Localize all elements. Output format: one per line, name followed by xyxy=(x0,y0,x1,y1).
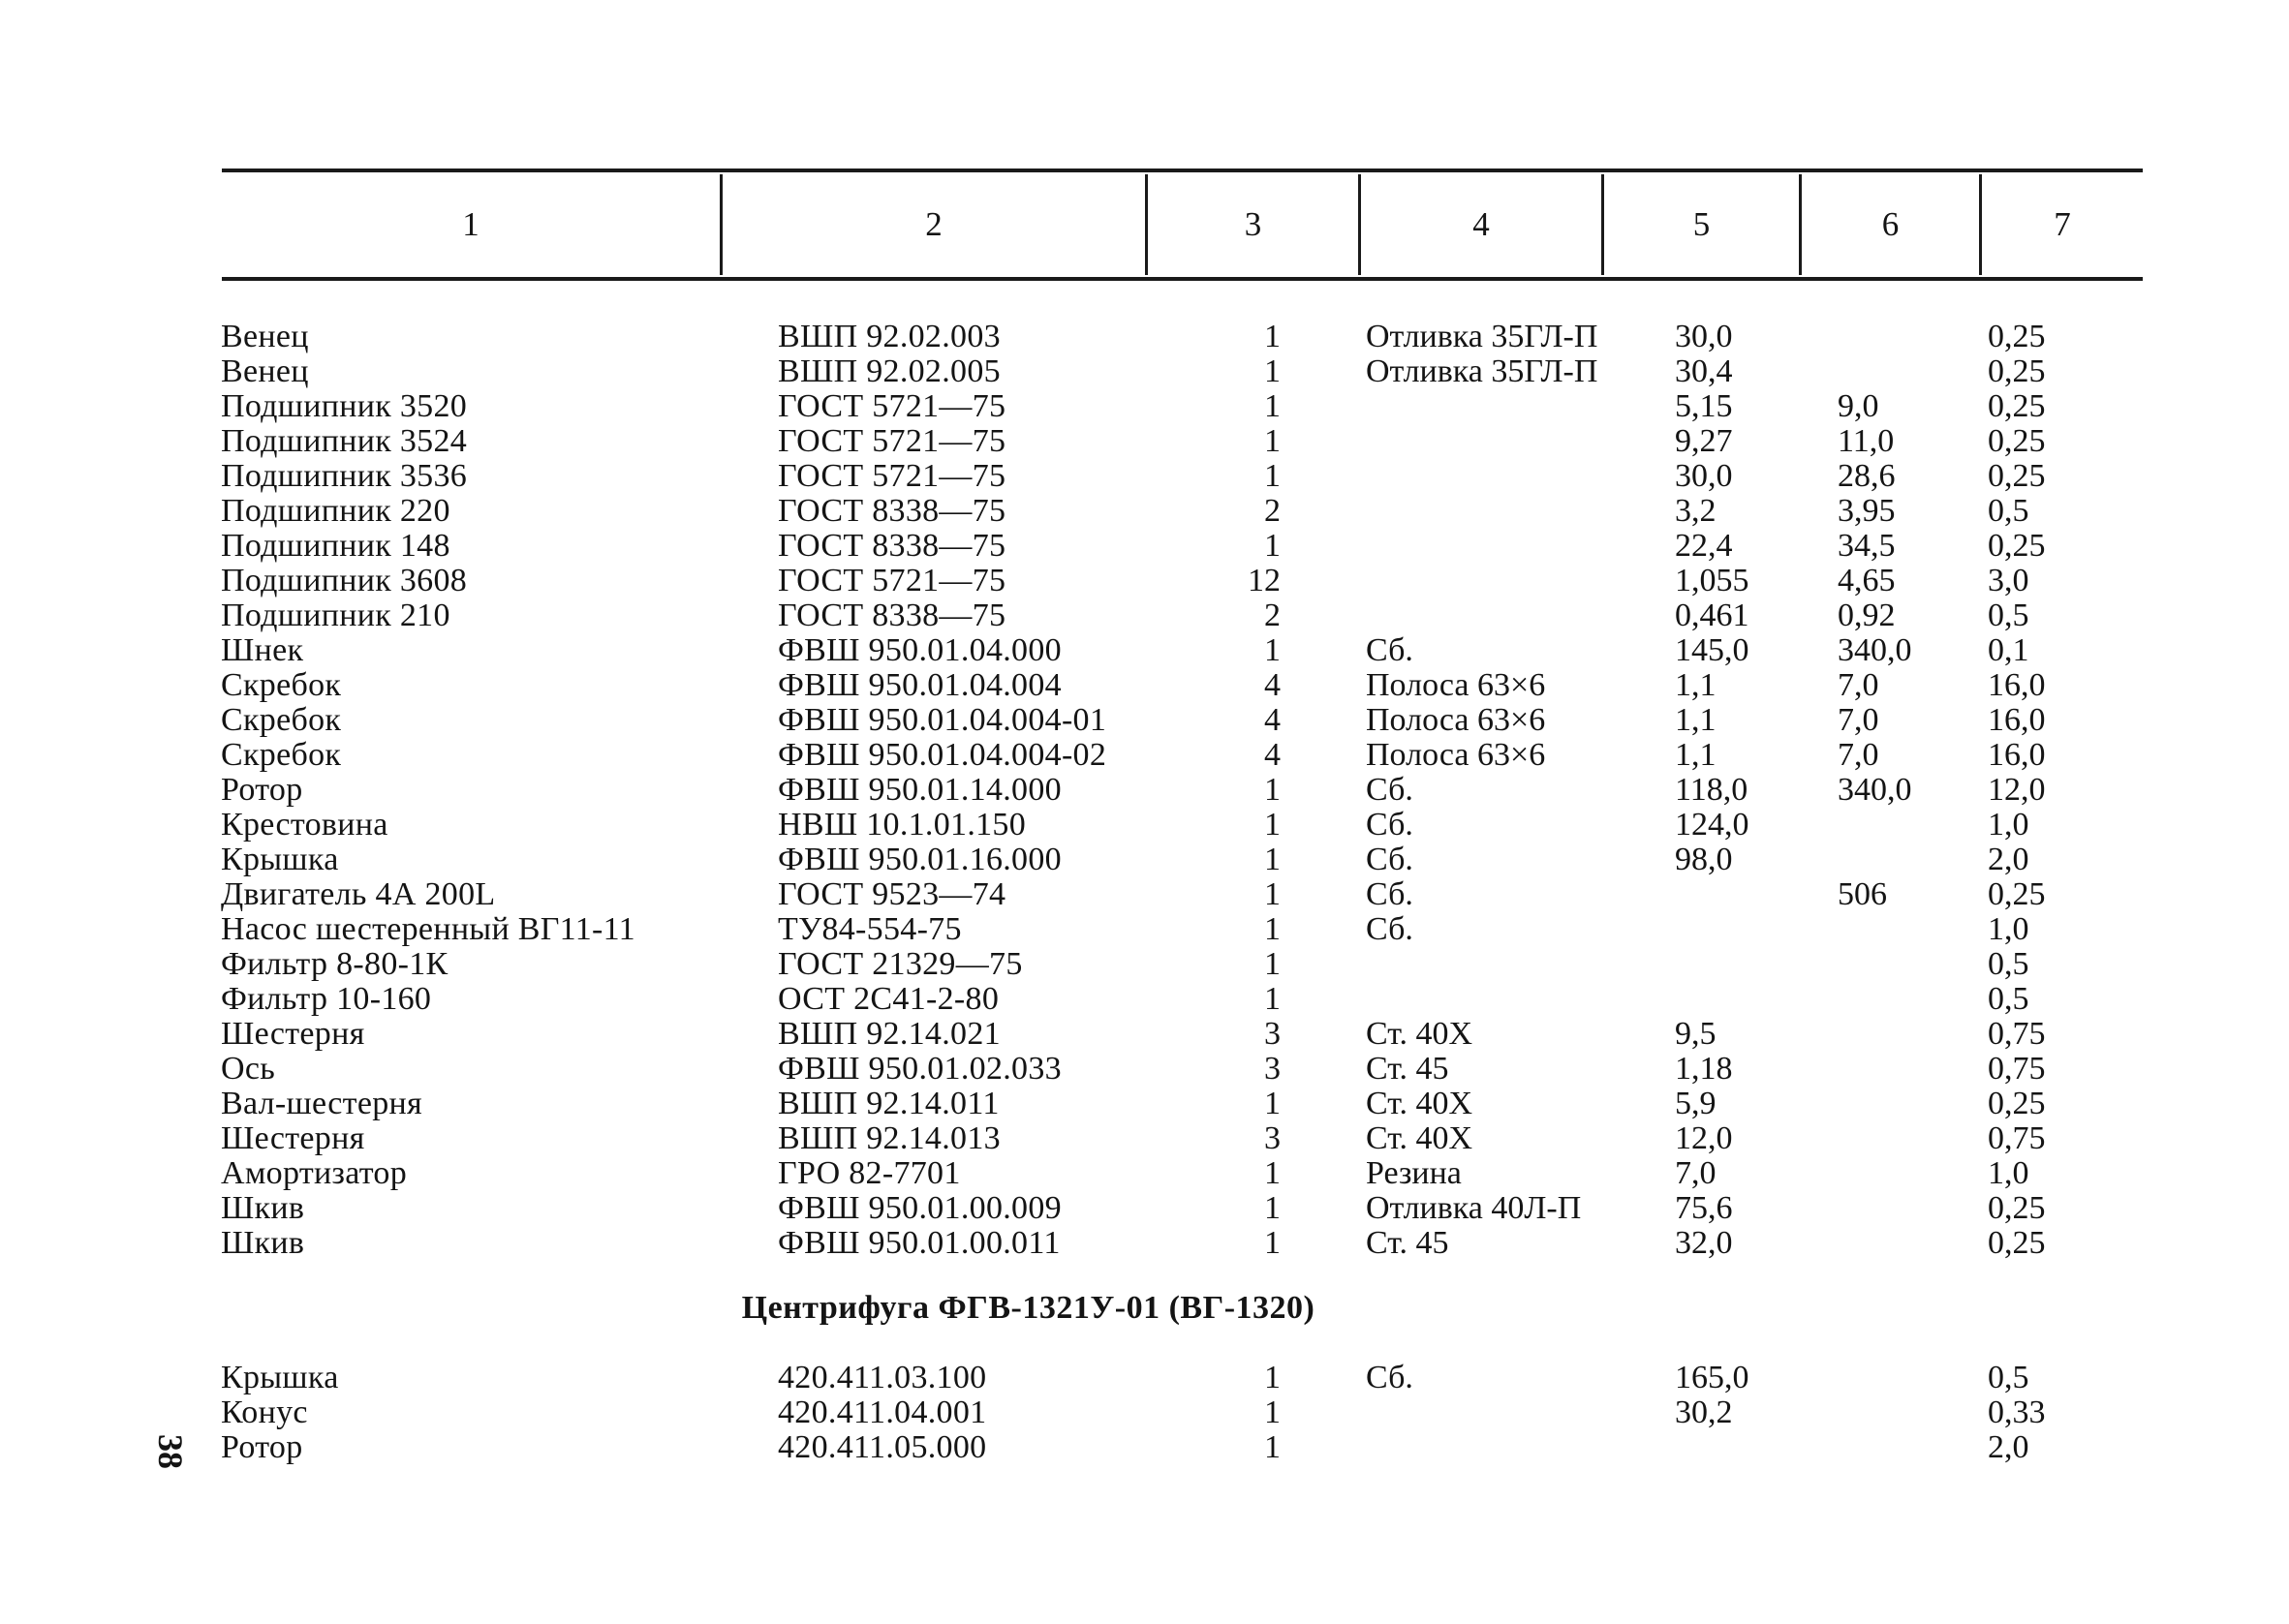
column-5-value: 30,2 xyxy=(1675,1394,1733,1430)
table-row xyxy=(0,773,2289,808)
column-header-7: 7 xyxy=(2054,205,2071,243)
table-header-rule xyxy=(222,277,2143,281)
table-row xyxy=(0,982,2289,1017)
table-row xyxy=(0,598,2289,633)
part-designation: ФВШ 950.01.00.011 xyxy=(778,1225,1061,1261)
column-7-value: 0,25 xyxy=(1988,353,2046,389)
table-top-rule xyxy=(222,169,2143,172)
table-row xyxy=(0,1156,2289,1191)
part-name: Подшипник 3524 xyxy=(221,423,468,459)
part-designation: ГОСТ 5721—75 xyxy=(778,423,1006,459)
column-7-value: 0,25 xyxy=(1988,388,2046,424)
part-quantity: 1 xyxy=(1264,423,1281,459)
part-designation: ОСТ 2С41-2-80 xyxy=(778,981,1000,1017)
part-material: Ст. 40Х xyxy=(1366,1016,1473,1052)
part-quantity: 1 xyxy=(1264,632,1281,668)
part-name: Подшипник 3520 xyxy=(221,388,468,424)
part-material: Резина xyxy=(1366,1155,1462,1191)
part-quantity: 1 xyxy=(1264,876,1281,912)
part-quantity: 3 xyxy=(1264,1120,1281,1156)
column-5-value: 12,0 xyxy=(1675,1120,1733,1156)
column-6-value: 340,0 xyxy=(1838,632,1912,668)
part-designation: ВШП 92.14.013 xyxy=(778,1120,1001,1156)
part-name: Насос шестеренный ВГ11-11 xyxy=(221,911,635,947)
part-material: Ст. 45 xyxy=(1366,1225,1449,1261)
table-row xyxy=(0,912,2289,947)
column-6-value: 9,0 xyxy=(1838,388,1879,424)
column-6-value: 11,0 xyxy=(1838,423,1895,459)
column-7-value: 3,0 xyxy=(1988,563,2029,598)
part-material: Сб. xyxy=(1366,632,1413,668)
column-7-value: 16,0 xyxy=(1988,667,2046,703)
column-7-value: 0,75 xyxy=(1988,1051,2046,1087)
column-header-5: 5 xyxy=(1692,205,1711,243)
part-designation: 420.411.03.100 xyxy=(778,1360,987,1395)
column-5-value: 9,27 xyxy=(1675,423,1733,459)
part-quantity: 3 xyxy=(1264,1051,1281,1087)
column-7-value: 1,0 xyxy=(1988,807,2029,843)
part-quantity: 4 xyxy=(1264,737,1281,773)
column-6-value: 28,6 xyxy=(1838,458,1896,494)
column-6-value: 340,0 xyxy=(1838,772,1912,808)
part-material: Отливка 35ГЛ-П xyxy=(1366,319,1598,354)
table-row xyxy=(0,1430,2289,1465)
part-quantity: 1 xyxy=(1264,1394,1281,1430)
column-5-value: 9,5 xyxy=(1675,1016,1717,1052)
column-5-value: 5,15 xyxy=(1675,388,1733,424)
part-designation: ФВШ 950.01.14.000 xyxy=(778,772,1062,808)
column-header-3: 3 xyxy=(1244,205,1262,243)
column-5-value: 30,4 xyxy=(1675,353,1733,389)
table-row xyxy=(0,459,2289,494)
part-name: Скребок xyxy=(221,667,342,703)
table-row xyxy=(0,738,2289,773)
column-6-value: 7,0 xyxy=(1838,737,1879,773)
part-quantity: 1 xyxy=(1264,388,1281,424)
part-material: Сб. xyxy=(1366,1360,1413,1395)
part-quantity: 2 xyxy=(1264,493,1281,529)
column-7-value: 0,25 xyxy=(1988,876,2046,912)
column-6-value: 34,5 xyxy=(1838,528,1896,564)
column-7-value: 0,1 xyxy=(1988,632,2029,668)
column-header-2: 2 xyxy=(925,205,943,243)
column-5-value: 0,461 xyxy=(1675,598,1749,633)
part-name: Скребок xyxy=(221,737,342,773)
table-row xyxy=(0,843,2289,877)
column-7-value: 16,0 xyxy=(1988,737,2046,773)
part-designation: ГОСТ 5721—75 xyxy=(778,388,1006,424)
part-material: Сб. xyxy=(1366,772,1413,808)
part-name: Подшипник 3608 xyxy=(221,563,468,598)
part-quantity: 1 xyxy=(1264,981,1281,1017)
table-row xyxy=(0,808,2289,843)
column-5-value: 98,0 xyxy=(1675,842,1733,877)
column-5-value: 30,0 xyxy=(1675,458,1733,494)
part-quantity: 1 xyxy=(1264,1155,1281,1191)
table-row xyxy=(0,1361,2289,1395)
part-designation: ФВШ 950.01.04.004 xyxy=(778,667,1062,703)
part-designation: ФВШ 950.01.04.000 xyxy=(778,632,1062,668)
column-7-value: 0,5 xyxy=(1988,493,2029,529)
column-header-6: 6 xyxy=(1881,205,1900,243)
table-row xyxy=(0,1017,2289,1052)
column-7-value: 0,25 xyxy=(1988,458,2046,494)
column-7-value: 0,5 xyxy=(1988,946,2029,982)
section-heading xyxy=(0,1290,2289,1327)
part-designation: ГОСТ 21329—75 xyxy=(778,946,1023,982)
part-designation: 420.411.05.000 xyxy=(778,1429,987,1465)
part-name: Фильтр 10-160 xyxy=(221,981,432,1017)
part-name: Двигатель 4А 200L xyxy=(221,876,496,912)
column-5-value: 22,4 xyxy=(1675,528,1733,564)
part-material: Ст. 45 xyxy=(1366,1051,1449,1087)
column-5-value: 30,0 xyxy=(1675,319,1733,354)
part-designation: ВШП 92.14.011 xyxy=(778,1086,1000,1121)
table-row xyxy=(0,1226,2289,1261)
part-name: Шестерня xyxy=(221,1120,365,1156)
part-designation: ГОСТ 8338—75 xyxy=(778,528,1006,564)
part-designation: ГОСТ 8338—75 xyxy=(778,598,1006,633)
part-designation: ФВШ 950.01.00.009 xyxy=(778,1190,1062,1226)
part-name: Шкив xyxy=(221,1225,305,1261)
part-name: Вал-шестерня xyxy=(221,1086,422,1121)
column-6-value: 506 xyxy=(1838,876,1887,912)
part-material: Отливка 35ГЛ-П xyxy=(1366,353,1598,389)
column-7-value: 0,75 xyxy=(1988,1016,2046,1052)
part-quantity: 1 xyxy=(1264,528,1281,564)
column-header-4: 4 xyxy=(1472,205,1490,243)
column-6-value: 7,0 xyxy=(1838,702,1879,738)
part-quantity: 1 xyxy=(1264,353,1281,389)
part-designation: ФВШ 950.01.04.004-02 xyxy=(778,737,1107,773)
section-table-body xyxy=(0,1361,2289,1465)
part-name: Шестерня xyxy=(221,1016,365,1052)
column-5-value: 1,18 xyxy=(1675,1051,1733,1087)
column-5-value: 3,2 xyxy=(1675,493,1717,529)
part-quantity: 4 xyxy=(1264,667,1281,703)
part-name: Подшипник 210 xyxy=(221,598,450,633)
part-material: Отливка 40Л-П xyxy=(1366,1190,1582,1226)
part-material: Полоса 63×6 xyxy=(1366,702,1546,738)
table-row xyxy=(0,947,2289,982)
column-7-value: 0,5 xyxy=(1988,1360,2029,1395)
column-7-value: 0,33 xyxy=(1988,1394,2046,1430)
column-header-1: 1 xyxy=(462,205,479,243)
table-row xyxy=(0,354,2289,389)
part-quantity: 1 xyxy=(1264,911,1281,947)
table-row xyxy=(0,668,2289,703)
table-row xyxy=(0,633,2289,668)
column-5-value: 1,1 xyxy=(1675,702,1717,738)
table-row xyxy=(0,424,2289,459)
column-6-value: 7,0 xyxy=(1838,667,1879,703)
column-7-value: 0,25 xyxy=(1988,319,2046,354)
column-5-value: 5,9 xyxy=(1675,1086,1717,1121)
column-7-value: 0,25 xyxy=(1988,1086,2046,1121)
column-7-value: 0,25 xyxy=(1988,528,2046,564)
column-5-value: 32,0 xyxy=(1675,1225,1733,1261)
part-quantity: 1 xyxy=(1264,319,1281,354)
part-quantity: 1 xyxy=(1264,1360,1281,1395)
column-5-value: 1,1 xyxy=(1675,667,1717,703)
column-6-value: 4,65 xyxy=(1838,563,1896,598)
column-7-value: 0,25 xyxy=(1988,1190,2046,1226)
column-7-value: 0,5 xyxy=(1988,598,2029,633)
part-material: Сб. xyxy=(1366,807,1413,843)
part-name: Подшипник 220 xyxy=(221,493,450,529)
part-quantity: 4 xyxy=(1264,702,1281,738)
part-name: Подшипник 3536 xyxy=(221,458,468,494)
part-quantity: 1 xyxy=(1264,772,1281,808)
part-designation: ГОСТ 5721—75 xyxy=(778,458,1006,494)
column-5-value: 118,0 xyxy=(1675,772,1748,808)
part-designation: ГРО 82-7701 xyxy=(778,1155,961,1191)
column-6-value: 3,95 xyxy=(1838,493,1896,529)
part-name: Шкив xyxy=(221,1190,305,1226)
column-7-value: 0,75 xyxy=(1988,1120,2046,1156)
part-quantity: 1 xyxy=(1264,842,1281,877)
part-material: Сб. xyxy=(1366,876,1413,912)
column-5-value: 145,0 xyxy=(1675,632,1749,668)
part-name: Конус xyxy=(221,1394,308,1430)
column-7-value: 2,0 xyxy=(1988,842,2029,877)
table-row xyxy=(0,703,2289,738)
section-title: Центрифуга ФГВ-1321У-01 (ВГ-1320) xyxy=(741,1290,1315,1326)
part-designation: ВШП 92.02.003 xyxy=(778,319,1001,354)
part-name: Крышка xyxy=(221,842,339,877)
part-quantity: 12 xyxy=(1248,563,1281,598)
part-material: Ст. 40Х xyxy=(1366,1086,1473,1121)
part-material: Полоса 63×6 xyxy=(1366,667,1546,703)
column-5-value: 1,1 xyxy=(1675,737,1717,773)
part-name: Ось xyxy=(221,1051,276,1087)
part-quantity: 1 xyxy=(1264,458,1281,494)
part-name: Ротор xyxy=(221,1429,303,1465)
part-designation: ТУ84-554-75 xyxy=(778,911,962,947)
part-name: Фильтр 8-80-1К xyxy=(221,946,449,982)
part-designation: 420.411.04.001 xyxy=(778,1394,987,1430)
part-name: Ротор xyxy=(221,772,303,808)
part-name: Венец xyxy=(221,353,309,389)
table-row xyxy=(0,320,2289,354)
page-number: 38 xyxy=(151,1434,190,1469)
part-quantity: 2 xyxy=(1264,598,1281,633)
part-quantity: 1 xyxy=(1264,1225,1281,1261)
part-designation: НВШ 10.1.01.150 xyxy=(778,807,1027,843)
table-row xyxy=(0,389,2289,424)
part-quantity: 1 xyxy=(1264,946,1281,982)
part-name: Подшипник 148 xyxy=(221,528,450,564)
part-name: Шнек xyxy=(221,632,304,668)
part-material: Полоса 63×6 xyxy=(1366,737,1546,773)
column-5-value: 165,0 xyxy=(1675,1360,1749,1395)
part-quantity: 1 xyxy=(1264,1429,1281,1465)
part-quantity: 1 xyxy=(1264,1086,1281,1121)
column-7-value: 12,0 xyxy=(1988,772,2046,808)
part-name: Венец xyxy=(221,319,309,354)
column-5-value: 75,6 xyxy=(1675,1190,1733,1226)
part-designation: ВШП 92.02.005 xyxy=(778,353,1001,389)
part-designation: ФВШ 950.01.04.004-01 xyxy=(778,702,1107,738)
table-row xyxy=(0,564,2289,598)
part-designation: ГОСТ 5721—75 xyxy=(778,563,1006,598)
part-designation: ВШП 92.14.021 xyxy=(778,1016,1001,1052)
part-quantity: 1 xyxy=(1264,807,1281,843)
part-material: Ст. 40Х xyxy=(1366,1120,1473,1156)
part-material: Сб. xyxy=(1366,911,1413,947)
table-body xyxy=(0,320,2289,1261)
table-row xyxy=(0,529,2289,564)
part-designation: ГОСТ 9523—74 xyxy=(778,876,1006,912)
part-name: Крестовина xyxy=(221,807,388,843)
part-designation: ГОСТ 8338—75 xyxy=(778,493,1006,529)
part-quantity: 1 xyxy=(1264,1190,1281,1226)
column-7-value: 1,0 xyxy=(1988,911,2029,947)
table-row xyxy=(0,1087,2289,1121)
column-5-value: 124,0 xyxy=(1675,807,1749,843)
column-5-value: 7,0 xyxy=(1675,1155,1717,1191)
part-material: Сб. xyxy=(1366,842,1413,877)
table-row xyxy=(0,1395,2289,1430)
part-name: Амортизатор xyxy=(221,1155,408,1191)
column-7-value: 1,0 xyxy=(1988,1155,2029,1191)
table-row xyxy=(0,1191,2289,1226)
column-7-value: 0,5 xyxy=(1988,981,2029,1017)
column-6-value: 0,92 xyxy=(1838,598,1896,633)
column-7-value: 16,0 xyxy=(1988,702,2046,738)
table-row xyxy=(0,1121,2289,1156)
part-designation: ФВШ 950.01.02.033 xyxy=(778,1051,1062,1087)
table-row xyxy=(0,1052,2289,1087)
column-5-value: 1,055 xyxy=(1675,563,1749,598)
column-7-value: 0,25 xyxy=(1988,1225,2046,1261)
part-name: Скребок xyxy=(221,702,342,738)
part-name: Крышка xyxy=(221,1360,339,1395)
table-row xyxy=(0,494,2289,529)
part-quantity: 3 xyxy=(1264,1016,1281,1052)
column-7-value: 0,25 xyxy=(1988,423,2046,459)
table-row xyxy=(0,877,2289,912)
column-7-value: 2,0 xyxy=(1988,1429,2029,1465)
part-designation: ФВШ 950.01.16.000 xyxy=(778,842,1062,877)
